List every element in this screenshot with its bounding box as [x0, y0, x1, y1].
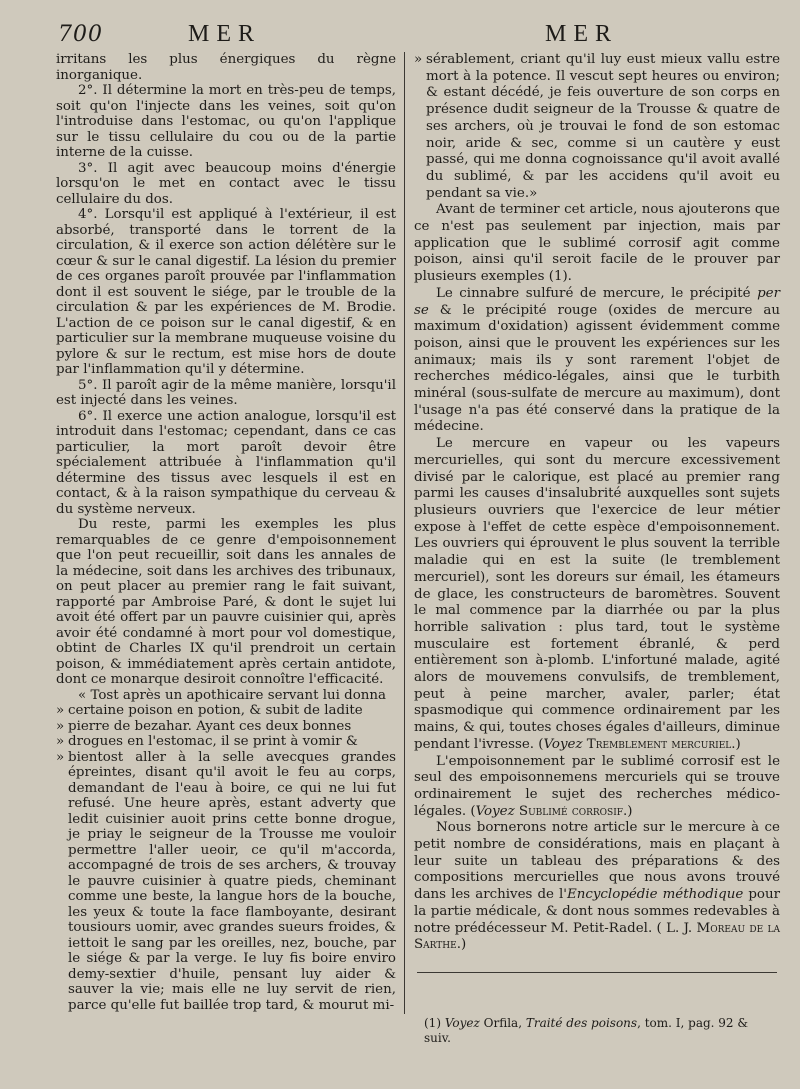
paragraph-sublime: L'empoisonnement par le sublimé corrosif est le seul des empoisonnemens mercuriels qui se trouve ordinairement le sujet des recherches médico-légales. (Voyez Sublimé corrosif.) — [414, 753, 780, 819]
running-head-right: MER — [545, 21, 619, 47]
paragraph-6: 6°. Il exerce une action analogue, lorsqu'il est introduit dans l'estomac; cependant, dans ce cas particulier, la mort paroît devoir être spécialement attribuée à l'inflammation qu'il détermine des tissus avec lesquels il est en contact, & à la raison sympathique du cerveau & du système nerveux. — [56, 408, 396, 517]
left-column — [56, 52, 396, 1013]
footnote: (1) Voyez Orfila, Traité des poisons, tom. I, pag. 92 & suiv. — [424, 1016, 749, 1045]
cross-reference: Tremblement mercuriel. — [582, 736, 736, 752]
paragraph-avant: Avant de terminer cet article, nous ajouterons que ce n'est pas seulement par injection, mais par application que le sublimé corrosif agit comme poison, ainsi qu'il seroit facile de le prouver par plusieurs exemples (1). — [414, 202, 780, 285]
author-signature: L. J. Moreau de la Sarthe. — [414, 920, 780, 953]
quote-continuation: » sérablement, criant qu'il luy eust mieux vallu estre mort à la potence. Il vescut sept heures ou environ; & estant décédé, je feis ouverture de son corps en présence dudit seigneur de la Trousse & quatre de ses archers, où je trouvai le fond de son estomac noir, aride & sec, comme si un cautère y eust passé, qui me donna cognoissance qu'il avoit avallé du sublimé, & par les accidens qu'il avoit eu pendant sa vie.» — [414, 52, 780, 202]
paragraph-conclusion: Nous bornerons notre article sur le mercure à ce petit nombre de considérations, mais en plaçant à leur suite un tableau des préparations & des compositions mercurielles que nous avons trouvé dans les archives de l'Encyclopédie méthodique pour la partie médicale, & dont nous sommes redevables à notre prédécesseur M. Petit-Radel. ( L. J. Moreau de la Sarthe.) — [414, 820, 780, 953]
quote-line: » bientost aller à la selle avecques grandes épreintes, disant qu'il avoit le feu au corps, demandant de l'eau à boire, ce qui ne lui fut refusé. Une heure après, estant adverty que ledit cuisinier auoit prins cette bonne drogue, je priay le seigneur de la Trousse me vouloir permettre l'aller ueoir, ce qu'il m'accorda, accompagné de trois de ses archers, & trouvay le pauvre cuisinier à quatre pieds, cheminant comme une beste, la langue hors de la bouche, les yeux & toute la face flamboyante, desirant tousiours uomir, avec grandes sueurs froides, & iettoit le sang par les oreilles, nez, bouche, par le siége & par la verge. Ie luy fis boire enviro demy-sextier d'huile, pensant luy aider & sauver la vie; mais elle ne luy servit de rien, parce qu'elle fut baillée trop tard, & mourut mi- — [56, 750, 396, 1014]
quote-line: » drogues en l'estomac, il se print à vomir & — [56, 734, 396, 750]
quote-line: » pierre de bezahar. Ayant ces deux bonnes — [56, 719, 396, 735]
paragraph-vapeur: Le mercure en vapeur ou les vapeurs mercurielles, qui sont du mercure excessivement divisé par le calorique, est placé au premier rang parmi les causes d'insalubrité auxquelles sont sujets plusieurs ouvriers que l'exercice de leur métier expose à l'effet de cette espèce d'empoisonnement. Les ouvriers qui éprouvent le plus souvent la terrible maladie qui en est la suite (le tremblement mercuriel), sont les doreurs sur émail, les étameurs de glace, les constructeurs de baromètres. Souvent le mal commence par la diarrhée ou par la plus horrible salivation : plus tard, tout le système musculaire est fortement ébranlé, & perd entièrement son à-plomb. L'infortuné malade, agité alors de mouvemens convulsifs, de tremblement, peut à peine marcher, avaler, parler; état spasmodique qui commence ordinairement par les mains, & qui, toutes choses égales d'ailleurs, diminue pendant l'ivresse. (Voyez Tremblement mercuriel.) — [414, 436, 780, 752]
paragraph-7: Du reste, parmi les exemples les plus remarquables de ce genre d'empoisonnement que l'on peut recueillir, soit dans les annales de la médecine, soit dans les archives des tribunaux, on peut placer au premier rang le fait suivant, rapporté par Ambroise Paré, & dont le sujet lui avoit été offert par un pauvre cuisinier qui, après avoir été condamné à mort pour vol domestique, obtint de Charles IX qu'il prendroit un certain poison, & immédiatement après certain antidote, dont ce monarque desiroit connoître l'efficacité. — [56, 517, 396, 687]
right-column — [414, 52, 780, 954]
continued-line: irritans les plus énergiques du règne inorganique. — [56, 52, 396, 83]
running-head-left: MER — [188, 21, 262, 47]
column-divider — [404, 52, 405, 1014]
quote-line: « Tost après un apothicaire servant lui donna — [78, 687, 387, 703]
quote-line: » certaine poison en potion, & subit de ladite — [56, 703, 396, 719]
pare-quotation — [56, 688, 396, 1014]
page-number: 700 — [58, 22, 103, 47]
paragraph-cinnabre: Le cinnabre sulfuré de mercure, le précipité per se & le précipité rouge (oxides de mercure au maximum d'oxidation) agissent évidemment comme poison, ainsi que le prouvent les expériences sur les animaux; mais ils y sont rarement l'objet de recherches médico-légales, ainsi que le turbith minéral (sous-sulfate de mercure au maximum), dont l'usage n'a pas été conservé dans la pratique de la médecine. — [414, 285, 780, 435]
cross-reference: Sublimé corrosif. — [514, 803, 628, 819]
paragraph-4: 4°. Lorsqu'il est appliqué à l'extérieur, il est absorbé, transporté dans le torrent de la circulation, & il exerce son action délétère sur le cœur & sur le canal digestif. La lésion du premier de ces organes paroît prouvée par l'inflammation dont il est souvent le siége, par le trouble de la circulation & par les expériences de M. Brodie. L'action de ce poison sur le canal digestif, & en particulier sur la membrane muqueuse voisine du pylore & sur le rectum, est mise hors de doute par l'inflammation qu'il y détermine. — [56, 207, 396, 377]
paragraph-5: 5°. Il paroît agir de la même manière, lorsqu'il est injecté dans les veines. — [56, 377, 396, 408]
quote-open-mark: « — [78, 687, 87, 703]
paragraph-2: 2°. Il détermine la mort en très-peu de temps, soit qu'on l'injecte dans les veines, soit qu'on l'introduise dans l'estomac, ou qu'on l'applique sur le tissu cellulaire du cou ou de la partie interne de la cuisse. — [56, 83, 396, 160]
footnote-rule — [417, 972, 777, 973]
paragraph-3: 3°. Il agit avec beaucoup moins d'énergie lorsqu'on le met en contact avec le tissu cellulaire du dos. — [56, 160, 396, 207]
